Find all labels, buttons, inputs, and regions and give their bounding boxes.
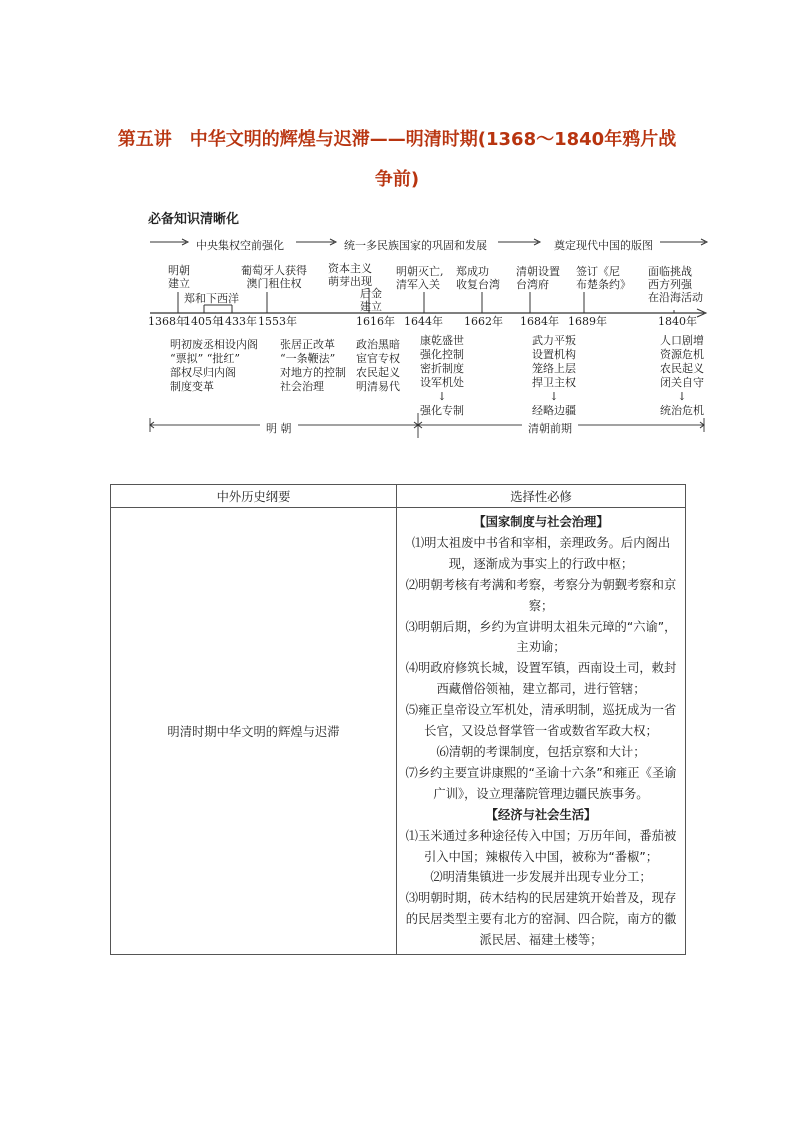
table-header: 选择性必修: [397, 485, 686, 508]
stage-label: 统一多民族国家的巩固和发展: [344, 239, 487, 252]
timeline-heading: 必备知识清晰化: [148, 212, 240, 227]
year-label: 1644年: [404, 315, 443, 328]
list-item: ⑷明政府修筑长城，设置军镇，西南设土司，敕封西藏僧俗领袖，建立都司，进行管辖；: [405, 661, 677, 697]
era-block: 政治黑暗 宦官专权 农民起义 明清易代: [356, 338, 400, 393]
stage-label: 奠定现代中国的版图: [554, 239, 653, 252]
section-heading: 【经济与社会生活】: [485, 807, 597, 822]
stage-arrow-icon: [498, 239, 540, 245]
list-item: ⑸雍正皇帝设立军机处，清承明制，巡抚成为一省长官，又设总督掌管一省或数省军政大权；: [405, 703, 677, 739]
year-label: 1689年: [568, 315, 607, 328]
list-item: ⑵明清集镇进一步发展并出现专业分工；: [430, 870, 652, 885]
section-heading: 【国家制度与社会治理】: [473, 515, 609, 529]
event-label: 后金 建立: [360, 287, 382, 313]
page-title: 第五讲 中华文明的辉煌与迟滞——明清时期(1368～1840年鸦片战争前): [117, 129, 677, 190]
era-block: 张居正改革 “一条鞭法” 对地方的控制 社会治理: [280, 338, 346, 393]
year-label: 1553年: [258, 315, 297, 328]
timeline-diagram: [148, 208, 713, 440]
era-block: 武力平叛 设置机构 笼络上层 捍卫主权 ↓ 经略边疆: [532, 334, 576, 417]
event-label: 资本主义 萌芽出现: [328, 262, 372, 288]
list-item: ⑹清朝的考课制度，包括京察和大计；: [436, 744, 646, 759]
list-item: ⑵明朝考核有考满和考察，考察分为朝觐考察和京察；: [405, 577, 677, 613]
down-arrow-icon: ↓: [677, 390, 687, 403]
era-label-qing: 清朝前期: [522, 420, 578, 436]
event-label: 清朝设置 台湾府: [516, 265, 560, 291]
down-arrow-icon: ↓: [549, 390, 559, 403]
year-label: 1616年: [356, 315, 395, 328]
era-block: 人口剧增 资源危机 农民起义 闭关自守 ↓ 统治危机: [660, 334, 704, 417]
event-label: 郑和下西洋: [184, 292, 239, 305]
year-label: 1405年: [184, 315, 223, 328]
event-label: 葡萄牙人获得 澳门租住权: [241, 264, 307, 290]
stage-arrow-icon: [150, 239, 188, 245]
year-label: 1662年: [464, 315, 503, 328]
era-block: 明初废丞相设内阁 “票拟” “批红” 部权尽归内阁 制度变革: [170, 338, 258, 393]
list-item: ⑴玉米通过多种途径传入中国；万历年间，番茄被引入中国；辣椒传入中国，被称为“番椒”；: [405, 828, 677, 864]
era-label-ming: 明 朝: [260, 420, 298, 436]
stage-label: 中央集权空前强化: [196, 239, 284, 252]
event-label: 明朝灭亡, 清军入关: [396, 265, 444, 291]
list-item: ⑺乡约主要宣讲康熙的“圣谕十六条”和雍正《圣谕广训》，设立理藩院管理边疆民族事务。: [405, 765, 677, 801]
year-label: 1684年: [520, 315, 559, 328]
event-label: 面临挑战 西方列强 在沿海活动: [648, 265, 703, 304]
syllabus-table: [110, 484, 686, 955]
era-block: 康乾盛世 强化控制 密折制度 设军机处 ↓ 强化专制: [420, 334, 464, 417]
event-label: 签订《尼 布楚条约》: [576, 265, 631, 291]
list-item: ⑶明朝时期，砖木结构的民居建筑开始普及，现存的民居类型主要有北方的窑洞、四合院，南方的徽派民居、福建土楼等；: [405, 891, 677, 948]
list-item: ⑴明太祖废中书省和宰相，亲理政务。后内阁出现，逐渐成为事实上的行政中枢；: [411, 535, 671, 571]
year-label: 1840年: [658, 315, 697, 328]
content-cell: [397, 508, 686, 955]
down-arrow-icon: ↓: [437, 390, 447, 403]
event-label: 明朝 建立: [168, 264, 190, 290]
event-label: 郑成功 收复台湾: [456, 265, 500, 291]
year-label: 1433年: [218, 315, 257, 328]
year-label: 1368年: [148, 315, 187, 328]
stage-arrow-icon: [296, 239, 336, 245]
table-header: 中外历史纲要: [111, 485, 397, 508]
list-item: ⑶明朝后期，乡约为宣讲明太祖朱元璋的“六谕”，主劝谕；: [405, 619, 677, 655]
stage-arrow-icon: [660, 239, 707, 245]
topic-cell: 明清时期中华文明的辉煌与迟滞: [111, 508, 397, 955]
